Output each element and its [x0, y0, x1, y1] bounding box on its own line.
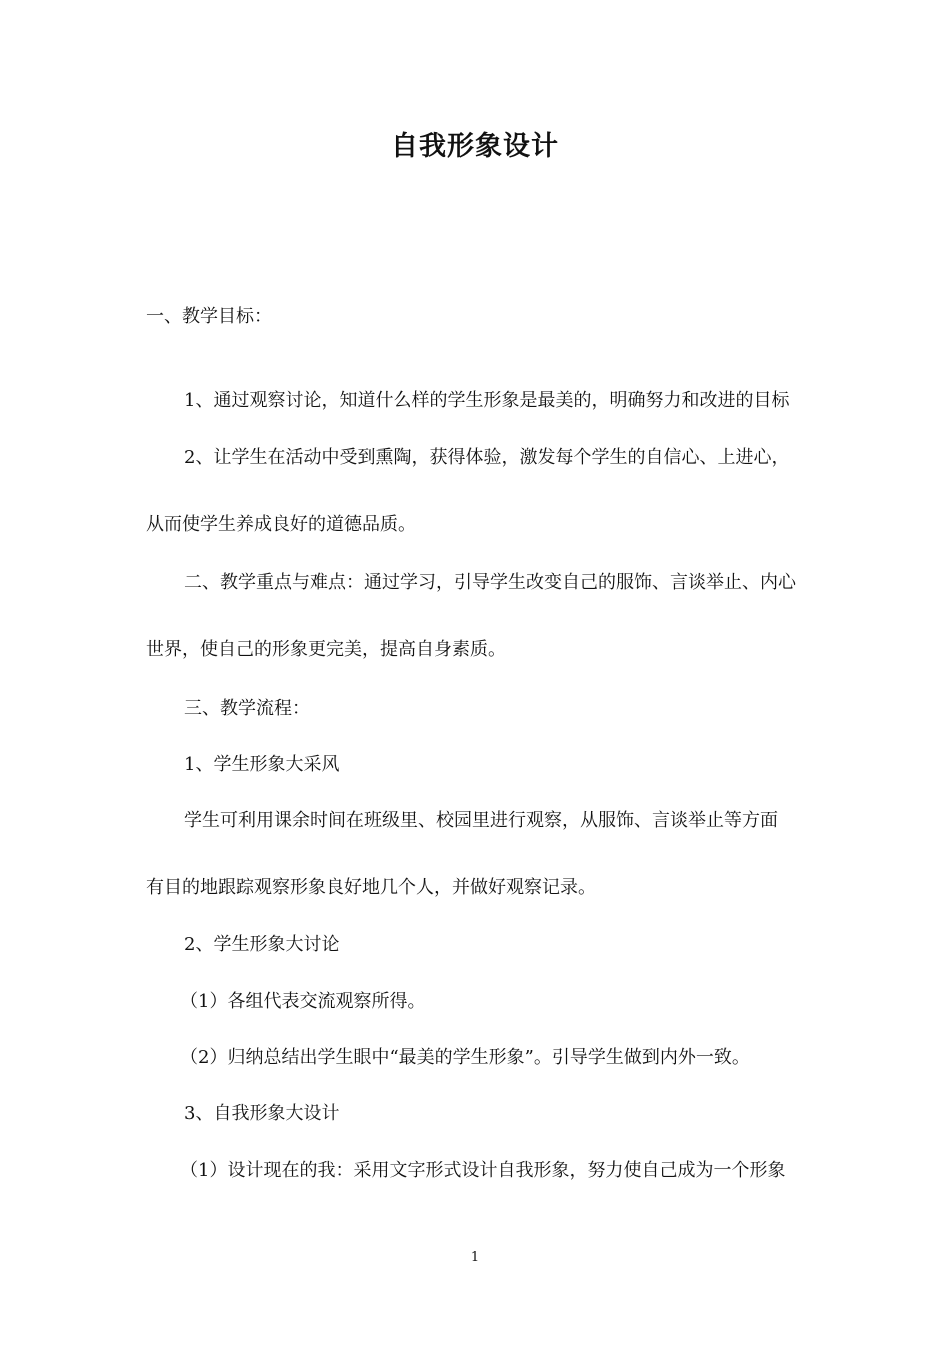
paragraph-line: 1、通过观察讨论，知道什么样的学生形象是最美的，明确努力和改进的目标	[184, 390, 790, 411]
page-title: 自我形象设计	[391, 131, 559, 162]
list-item: （1）设计现在的我：采用文字形式设计自我形象，努力使自己成为一个形象	[180, 1160, 786, 1181]
subheading-line: 1、学生形象大采风	[184, 754, 340, 775]
paragraph-line: 学生可利用课余时间在班级里、校园里进行观察，从服饰、言谈举止等方面	[184, 810, 778, 831]
list-item: （1）各组代表交流观察所得。	[180, 991, 426, 1012]
section-heading-goals: 一、教学目标：	[146, 306, 272, 327]
section-heading-process: 三、教学流程：	[184, 698, 310, 719]
paragraph-line: 世界，使自己的形象更完美，提高自身素质。	[146, 639, 506, 660]
subheading-line: 2、学生形象大讨论	[184, 934, 340, 955]
page-number: 1	[470, 1250, 480, 1265]
subheading-line: 3、自我形象大设计	[184, 1103, 340, 1124]
paragraph-line: 从而使学生养成良好的道德品质。	[146, 514, 416, 535]
paragraph-line: 2、让学生在活动中受到熏陶，获得体验，激发每个学生的自信心、上进心，	[184, 447, 790, 468]
list-item: （2）归纳总结出学生眼中“最美的学生形象”。引导学生做到内外一致。	[180, 1047, 750, 1068]
paragraph-line: 有目的地跟踪观察形象良好地几个人，并做好观察记录。	[146, 877, 596, 898]
section-heading-key-points: 二、教学重点与难点：通过学习，引导学生改变自己的服饰、言谈举止、内心	[184, 572, 796, 593]
